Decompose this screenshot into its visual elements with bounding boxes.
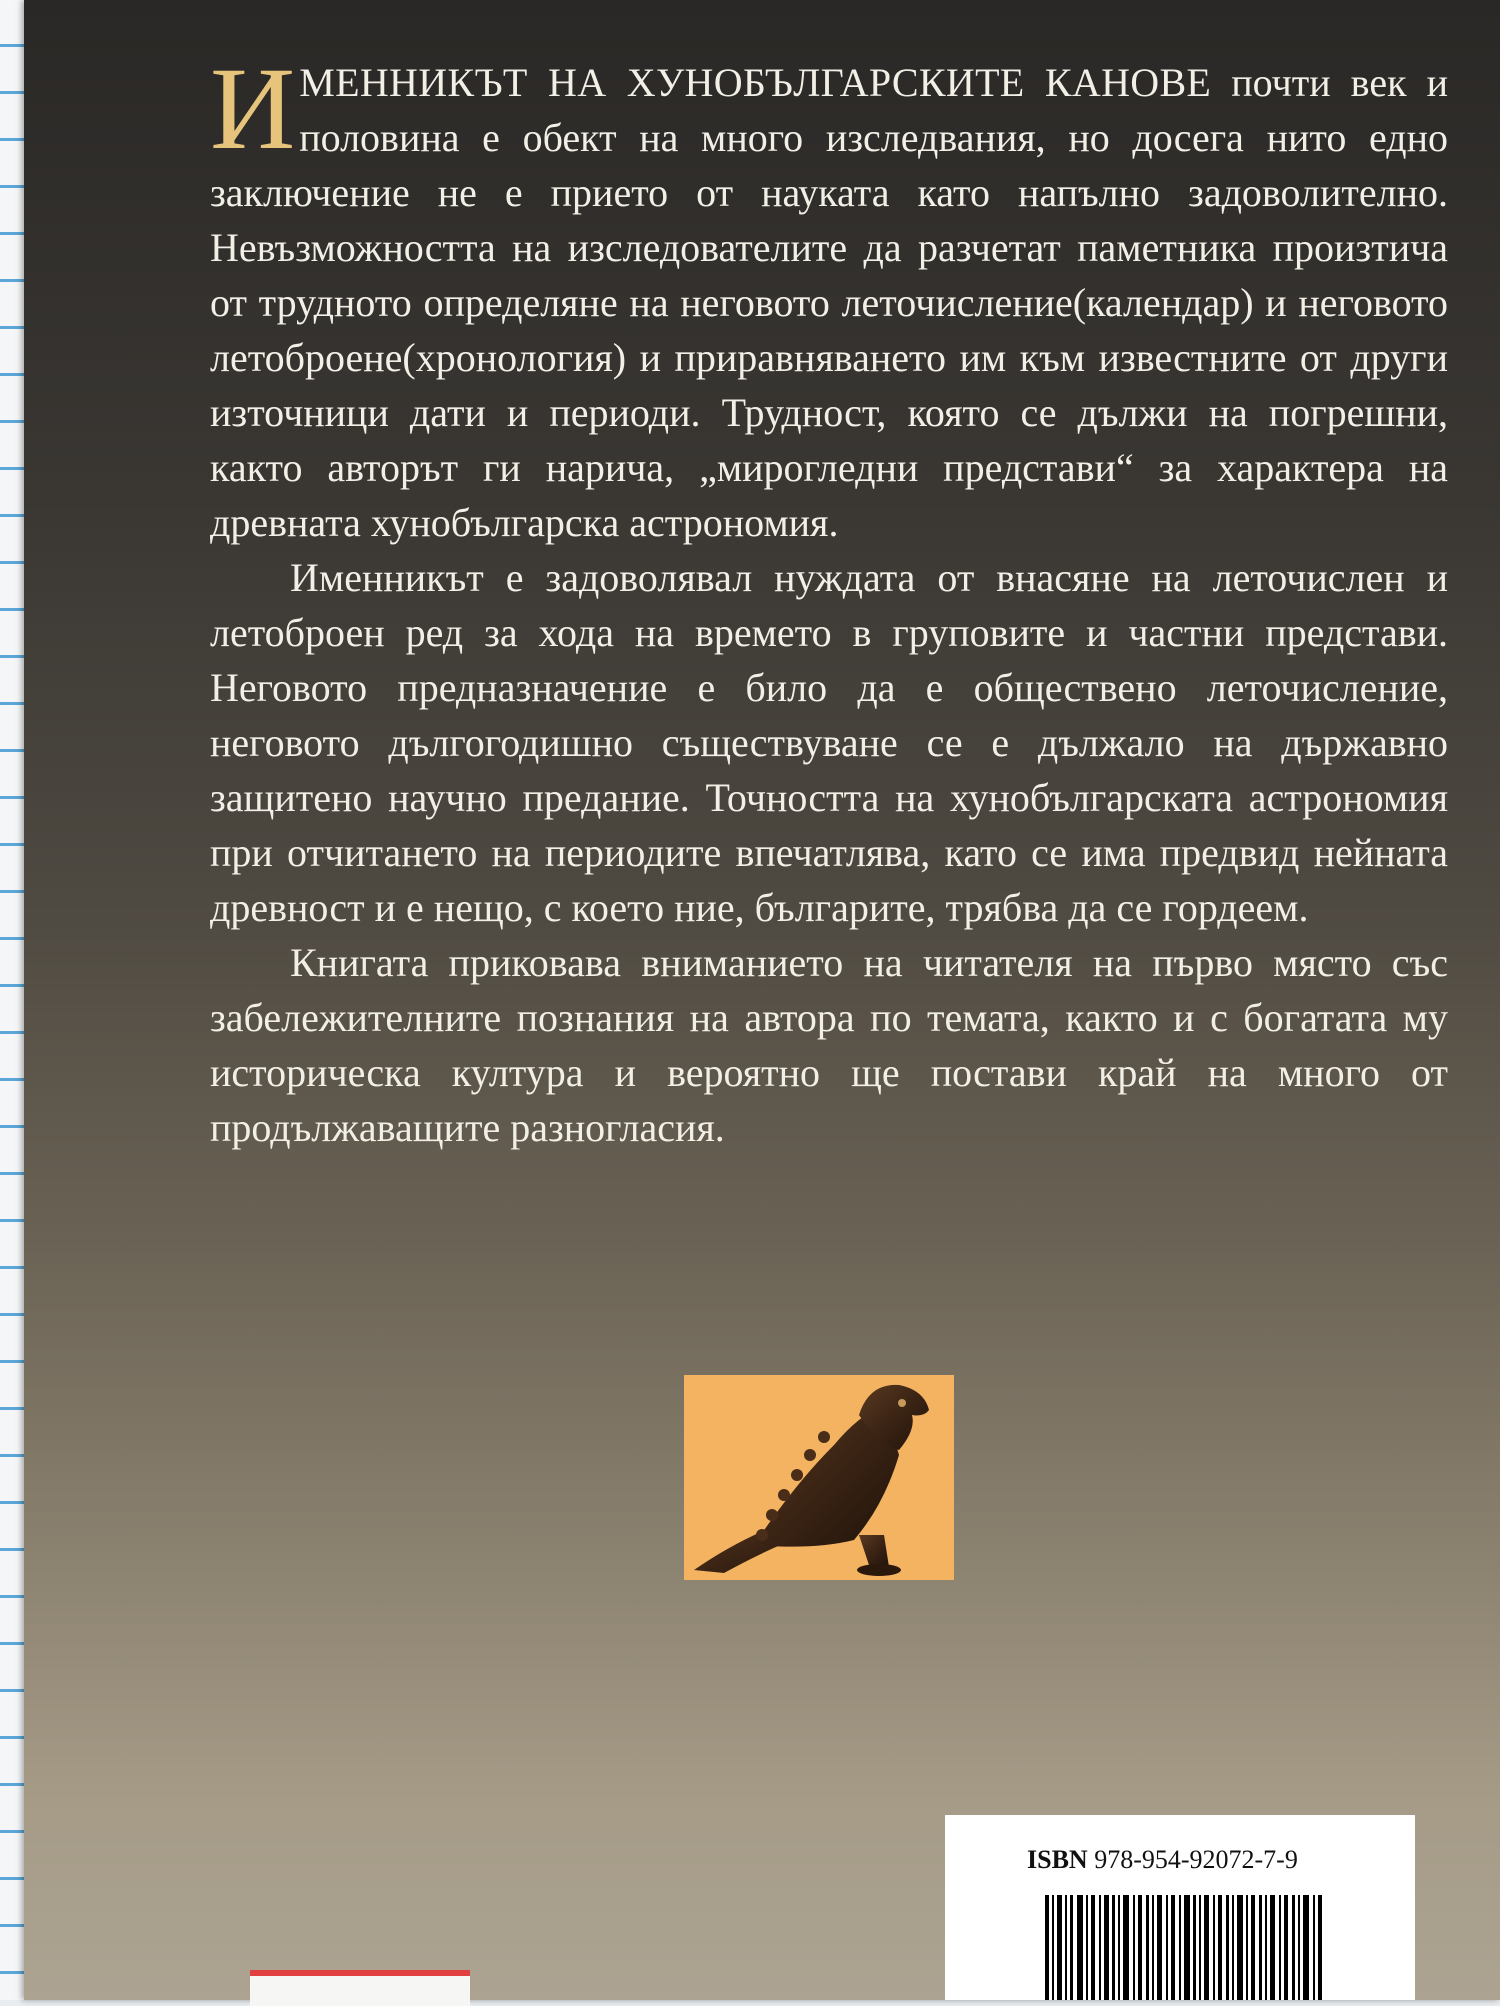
blurb-paragraph-3: Книгата приковава вниманието на читателя на първо място със забележителните познания на автора по темата, както и с богатата му историческа култура и вероятно ще постави край на много от продължаващите разногласия. xyxy=(210,940,1448,1150)
lead-caps: МЕННИКЪТ НА ХУНОБЪЛГАРСКИТЕ КАНОВЕ xyxy=(299,60,1212,105)
paragraph-1-rest: почти век и половина е обект на много изследвания, но досега нито едно заключение не е прието от науката като напълно задоволително. Невъзможността на изследователите да разчетат паметника произтича от трудното определяне на неговото леточисление(календар) и неговото летоброене(хронология) и приравняването им към известните от други източници дати и периоди. Трудност, която се дължи на погрешни, както авторът ги нарича, „мирогледни представи“ за характера на древната хунобългарска астрономия. xyxy=(210,60,1448,545)
isbn-barcode-box xyxy=(945,1815,1415,2000)
isbn-label: ISBN xyxy=(1027,1845,1088,1874)
isbn-number: 978-954-92072-7-9 xyxy=(1094,1845,1298,1874)
bronze-bird-figurine-icon xyxy=(684,1375,954,1580)
bird-figurine-image xyxy=(684,1375,954,1580)
blurb-paragraph-2: Именникът е задоволявал нуждата от внасяне на леточислен и летоброен ред за хода на времето в груповите и частни представи. Неговото предназначение е било да е обществено леточисление, неговото дългогодишно съществуване се е дължало на държавно защитено научно предание. Точността на хунобългарската астрономия при отчитането на периодите впечатлява, като се има предвид нейната древност и е нещо, с което ние, българите, трябва да се гордеем. xyxy=(210,555,1448,930)
blurb-paragraph-1 xyxy=(210,43,1448,550)
isbn-text xyxy=(1027,1845,1298,1875)
blurb-text xyxy=(210,43,1448,1155)
drop-cap: И xyxy=(210,43,296,174)
barcode-icon xyxy=(1045,1895,1325,2000)
price-sticker xyxy=(250,1970,470,2006)
